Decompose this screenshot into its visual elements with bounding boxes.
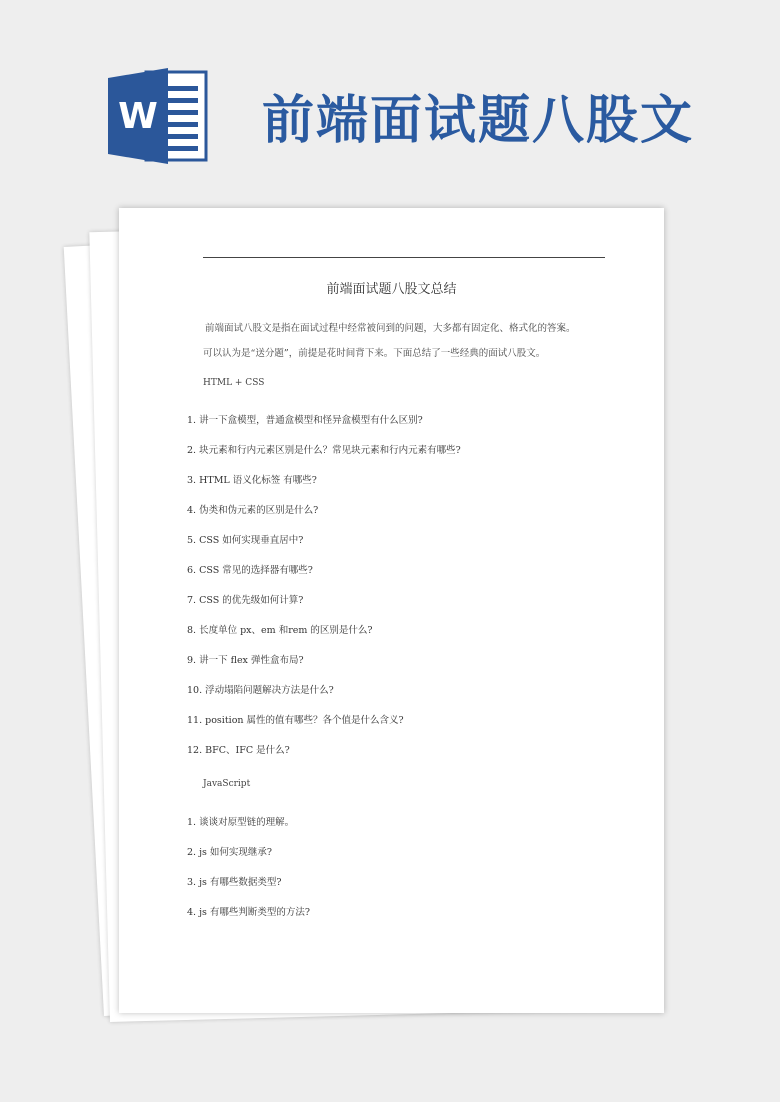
list-item: 6. CSS 常见的选择器有哪些?: [187, 565, 313, 576]
list-item: 12. BFC、IFC 是什么?: [187, 745, 290, 756]
list-item: 4. 伪类和伪元素的区别是什么?: [187, 505, 319, 516]
list-item: 10. 浮动塌陷问题解决方法是什么?: [187, 685, 334, 696]
list-item: 1. 谈谈对原型链的理解。: [187, 817, 295, 828]
list-item: 2. js 如何实现继承?: [187, 847, 273, 858]
list-item: 1. 讲一下盒模型，普通盒模型和怪异盒模型有什么区别?: [187, 415, 423, 426]
list-item: 11. position 属性的值有哪些？各个值是什么含义?: [187, 715, 404, 726]
section-heading-javascript: JavaScript: [203, 779, 251, 789]
intro-line-2: 可以认为是“送分题”，前提是花时间背下来。下面总结了一些经典的面试八股文。: [203, 348, 546, 359]
intro-line-1: 前端面试八股文是指在面试过程中经常被问到的问题，大多都有固定化、格式化的答案。: [205, 323, 576, 334]
word-icon-letter: W: [118, 96, 158, 137]
word-icon: [108, 68, 208, 164]
page-header: [0, 0, 780, 190]
list-item: 8. 长度单位 px、em 和rem 的区别是什么?: [187, 625, 373, 636]
list-item: 2. 块元素和行内元素区别是什么？常见块元素和行内元素有哪些?: [187, 445, 461, 456]
list-item: 9. 讲一下 flex 弹性盒布局?: [187, 655, 304, 666]
list-item: 5. CSS 如何实现垂直居中?: [187, 535, 304, 546]
list-item: 3. HTML 语义化标签 有哪些?: [187, 475, 317, 486]
document-page: [119, 208, 664, 1013]
intro-paragraph: [203, 316, 603, 366]
list-item: 7. CSS 的优先级如何计算?: [187, 595, 304, 606]
banner-title: 前端面试题八股文: [262, 91, 695, 151]
section-heading-html-css: HTML + CSS: [203, 378, 265, 388]
header-rule: [203, 257, 605, 258]
document-title: 前端面试题八股文总结: [326, 282, 457, 297]
list-item: 4. js 有哪些判断类型的方法?: [187, 907, 311, 918]
list-item: 3. js 有哪些数据类型?: [187, 877, 282, 888]
